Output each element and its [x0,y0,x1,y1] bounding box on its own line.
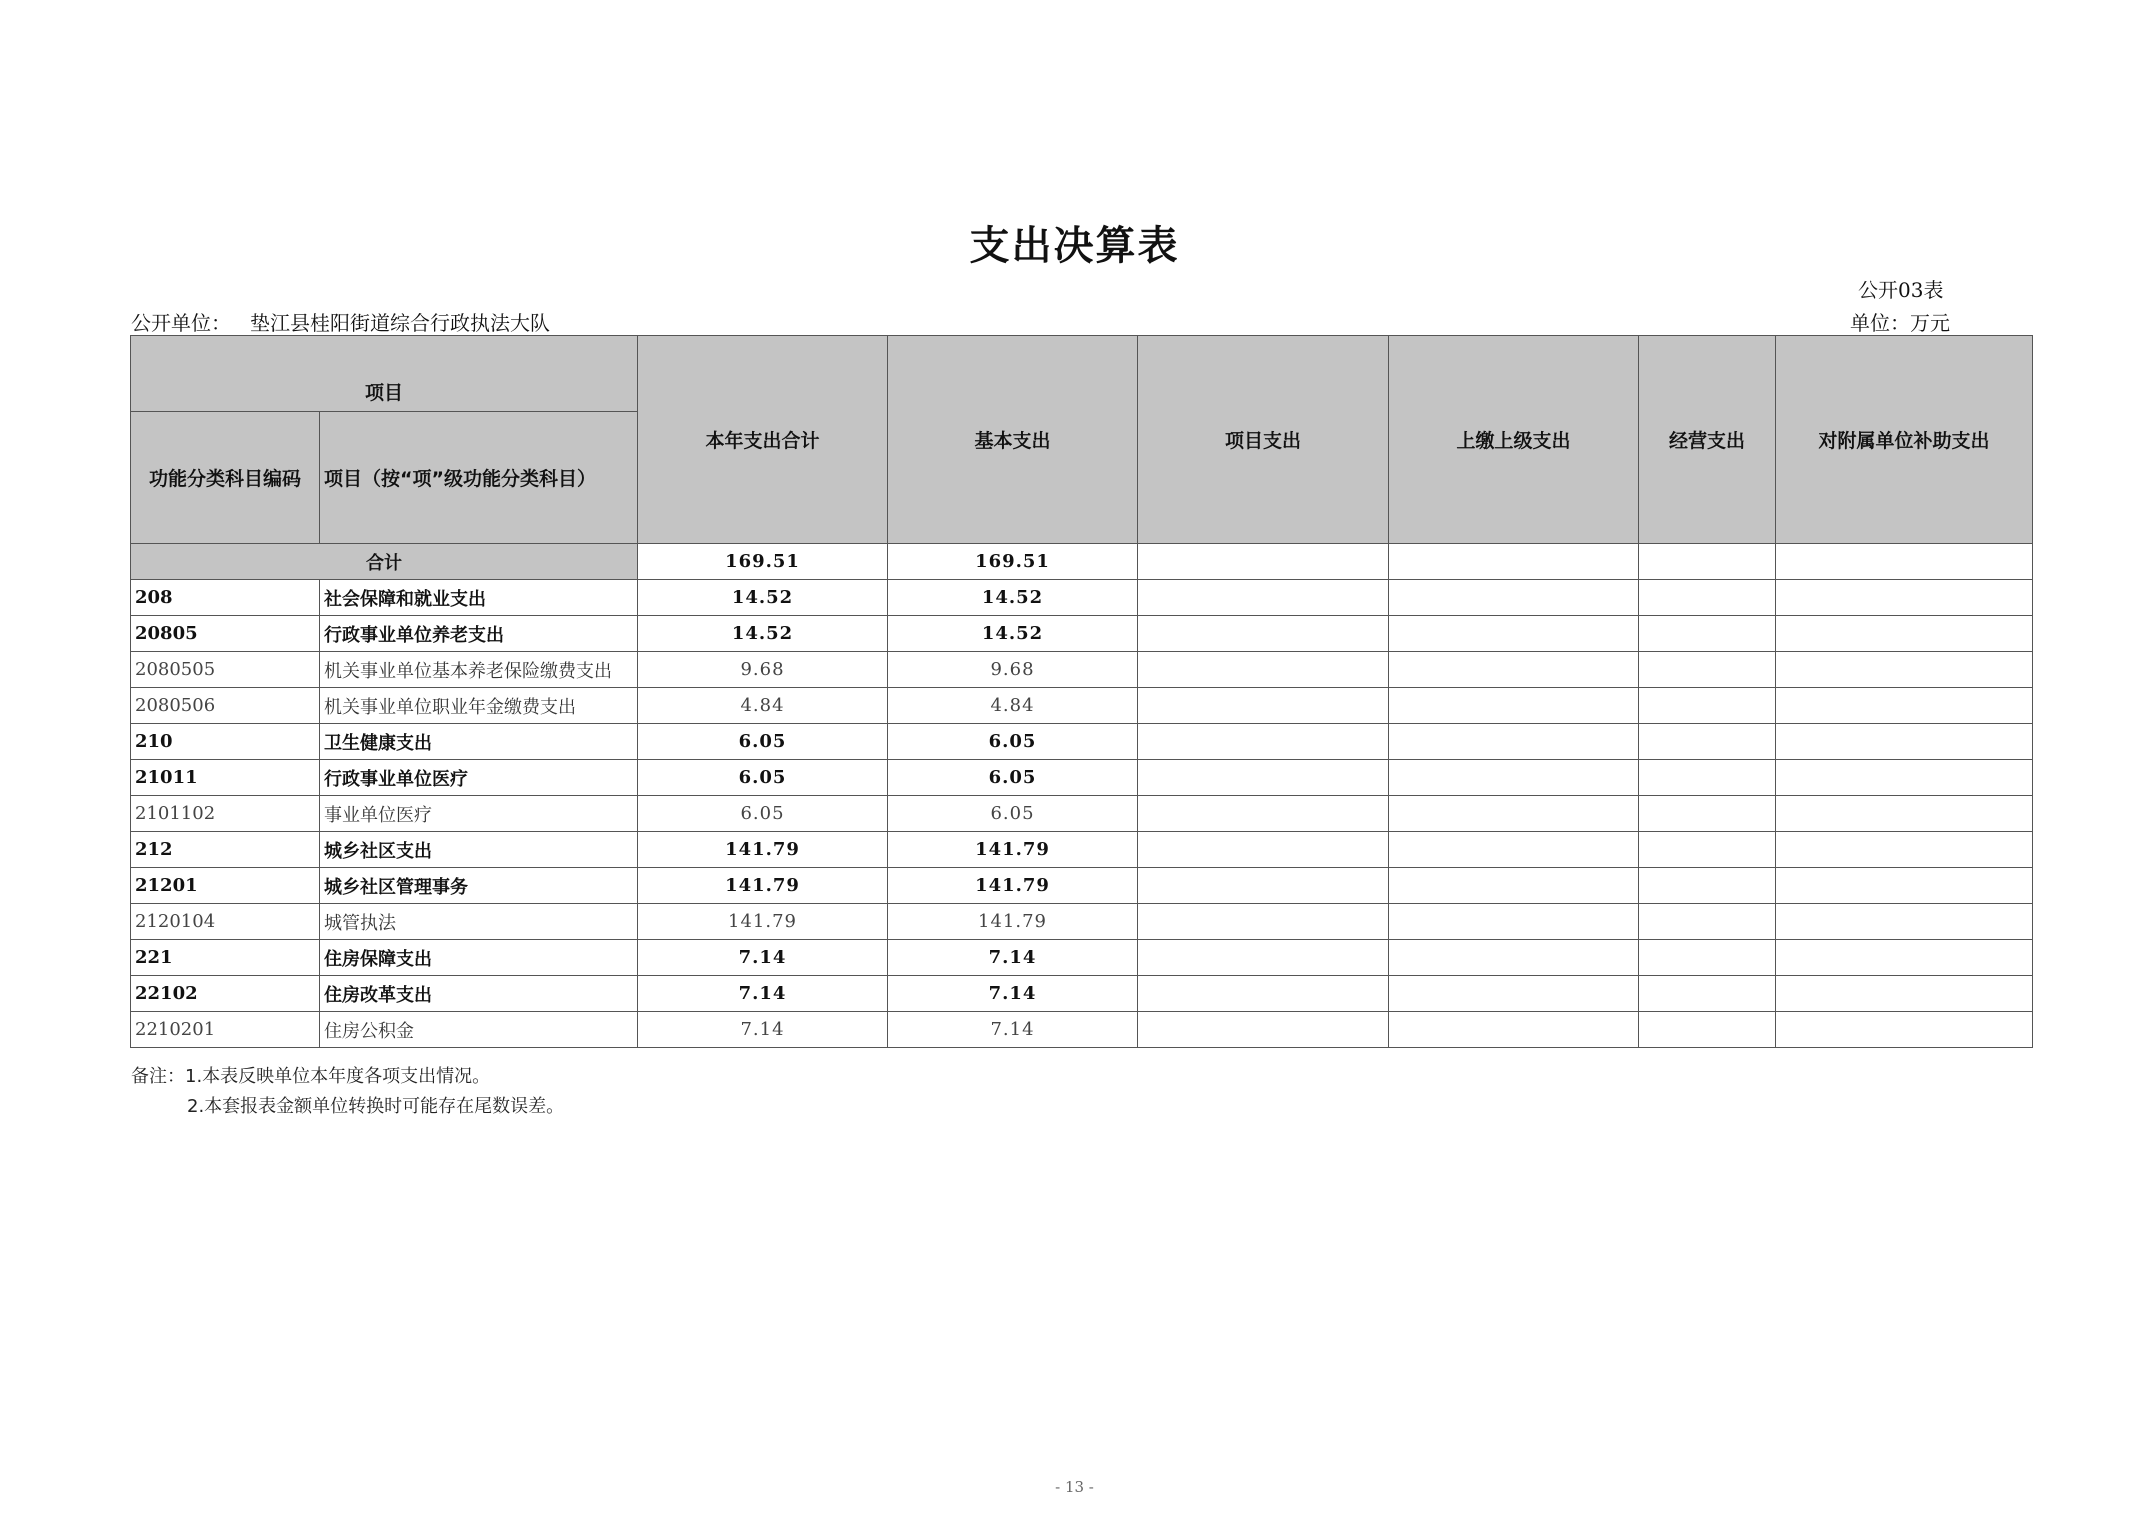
row-project [1138,616,1389,652]
row-subsidy [1776,904,2033,940]
table-row [131,940,2033,976]
row-code: 22102 [131,976,320,1012]
form-number: 公开03表 [1858,278,1944,302]
row-name: 住房公积金 [320,1012,638,1048]
table-row [131,1012,2033,1048]
row-basic: 7.14 [888,1012,1138,1048]
money-unit: 单位：万元 [1850,311,1950,335]
row-code: 21011 [131,760,320,796]
row-total: 9.68 [638,652,888,688]
row-total: 7.14 [638,1012,888,1048]
table-row [131,832,2033,868]
reporting-unit-label: 公开单位： [131,311,231,335]
row-upper [1389,724,1639,760]
total-subsidy [1776,544,2033,580]
row-upper [1389,976,1639,1012]
row-upper [1389,760,1639,796]
row-subsidy [1776,616,2033,652]
table-row [131,616,2033,652]
row-code: 208 [131,580,320,616]
row-subsidy [1776,976,2033,1012]
row-subsidy [1776,580,2033,616]
row-total: 141.79 [638,832,888,868]
header-upper: 上缴上级支出 [1389,336,1639,544]
total-label: 合计 [131,544,638,580]
expenditure-table [130,335,2033,1048]
row-code: 2101102 [131,796,320,832]
row-upper [1389,652,1639,688]
header-total: 本年支出合计 [638,336,888,544]
row-code: 210 [131,724,320,760]
row-total: 141.79 [638,868,888,904]
total-row [131,544,2033,580]
row-total: 6.05 [638,796,888,832]
row-operating [1639,940,1776,976]
row-code: 2080506 [131,688,320,724]
row-upper [1389,1012,1639,1048]
table-row [131,580,2033,616]
row-code: 21201 [131,868,320,904]
row-code: 2210201 [131,1012,320,1048]
row-upper [1389,616,1639,652]
total-operating [1639,544,1776,580]
header-name: 项目（按“项”级功能分类科目） [320,412,638,544]
row-basic: 6.05 [888,760,1138,796]
row-total: 14.52 [638,580,888,616]
row-basic: 6.05 [888,724,1138,760]
row-upper [1389,580,1639,616]
row-total: 4.84 [638,688,888,724]
row-upper [1389,832,1639,868]
row-code: 221 [131,940,320,976]
row-total: 6.05 [638,760,888,796]
total-project [1138,544,1389,580]
row-basic: 14.52 [888,616,1138,652]
row-name: 住房保障支出 [320,940,638,976]
row-operating [1639,688,1776,724]
table-row [131,868,2033,904]
row-name: 行政事业单位养老支出 [320,616,638,652]
row-upper [1389,796,1639,832]
row-project [1138,832,1389,868]
row-basic: 7.14 [888,976,1138,1012]
row-operating [1639,976,1776,1012]
row-basic: 6.05 [888,796,1138,832]
total-amount: 169.51 [638,544,888,580]
table-row [131,904,2033,940]
row-code: 212 [131,832,320,868]
note-1: 备注：1.本表反映单位本年度各项支出情况。 [131,1066,491,1087]
table-row [131,976,2033,1012]
row-basic: 141.79 [888,832,1138,868]
row-basic: 9.68 [888,652,1138,688]
row-name: 城乡社区管理事务 [320,868,638,904]
row-subsidy [1776,724,2033,760]
page-title: 支出决算表 [969,223,1180,269]
row-project [1138,904,1389,940]
row-total: 6.05 [638,724,888,760]
table-row [131,688,2033,724]
row-name: 住房改革支出 [320,976,638,1012]
row-code: 2120104 [131,904,320,940]
row-project [1138,724,1389,760]
row-total: 14.52 [638,616,888,652]
row-subsidy [1776,1012,2033,1048]
row-upper [1389,904,1639,940]
header-subsidy: 对附属单位补助支出 [1776,336,2033,544]
row-upper [1389,868,1639,904]
row-project [1138,868,1389,904]
row-subsidy [1776,760,2033,796]
row-subsidy [1776,940,2033,976]
row-total: 141.79 [638,904,888,940]
row-basic: 4.84 [888,688,1138,724]
row-operating [1639,904,1776,940]
row-name: 事业单位医疗 [320,796,638,832]
row-project [1138,940,1389,976]
row-operating [1639,796,1776,832]
total-upper [1389,544,1639,580]
total-basic: 169.51 [888,544,1138,580]
row-basic: 141.79 [888,868,1138,904]
table-row [131,760,2033,796]
row-basic: 141.79 [888,904,1138,940]
header-basic: 基本支出 [888,336,1138,544]
row-operating [1639,1012,1776,1048]
reporting-unit-name: 垫江县桂阳街道综合行政执法大队 [250,311,550,335]
row-name: 城管执法 [320,904,638,940]
table-row [131,724,2033,760]
row-name: 机关事业单位职业年金缴费支出 [320,688,638,724]
row-project [1138,1012,1389,1048]
row-subsidy [1776,688,2033,724]
header-code: 功能分类科目编码 [131,412,320,544]
row-project [1138,580,1389,616]
row-project [1138,652,1389,688]
row-code: 20805 [131,616,320,652]
row-operating [1639,868,1776,904]
row-project [1138,760,1389,796]
row-name: 社会保障和就业支出 [320,580,638,616]
row-operating [1639,760,1776,796]
row-name: 城乡社区支出 [320,832,638,868]
row-operating [1639,832,1776,868]
row-subsidy [1776,652,2033,688]
row-operating [1639,616,1776,652]
page-number: - 13 - [1055,1478,1094,1496]
row-basic: 7.14 [888,940,1138,976]
row-operating [1639,724,1776,760]
row-subsidy [1776,868,2033,904]
note-2: 2.本套报表金额单位转换时可能存在尾数误差。 [187,1096,565,1117]
row-name: 卫生健康支出 [320,724,638,760]
row-code: 2080505 [131,652,320,688]
row-subsidy [1776,796,2033,832]
row-name: 行政事业单位医疗 [320,760,638,796]
row-project [1138,976,1389,1012]
row-project [1138,796,1389,832]
header-project: 项目支出 [1138,336,1389,544]
row-operating [1639,580,1776,616]
header-operating: 经营支出 [1639,336,1776,544]
row-basic: 14.52 [888,580,1138,616]
table-row [131,796,2033,832]
row-subsidy [1776,832,2033,868]
row-operating [1639,652,1776,688]
row-project [1138,688,1389,724]
row-name: 机关事业单位基本养老保险缴费支出 [320,652,638,688]
row-total: 7.14 [638,940,888,976]
table-row [131,652,2033,688]
row-upper [1389,688,1639,724]
header-item-group: 项目 [131,336,638,412]
row-upper [1389,940,1639,976]
row-total: 7.14 [638,976,888,1012]
